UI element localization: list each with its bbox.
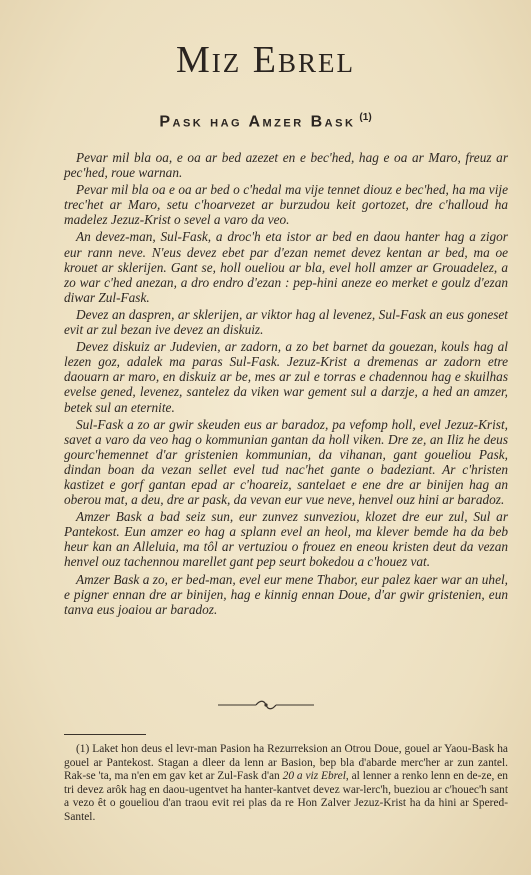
- footnote: [64, 743, 508, 825]
- paragraph: Pevar mil bla oa e oa ar bed o c'hedal ma vije tennet diouz e bec'hed, ha ma vije trec'het ar Maro, setu c'hoarvezet ar burzudou keit gortozet, dre c'halloud ha madelez Jezuz-Krist o sevel a varo da veo.: [64, 182, 508, 228]
- section-ornament: [216, 698, 316, 712]
- paragraph: Sul-Fask a zo ar gwir skeuden eus ar baradoz, pa vefomp holl, evel Jezuz-Krist, savet a varo da veo hag o kommunian gantan da holl viken. Dre ze, an Iliz he deus gourc'hemennet d'ar gristenien kommunian, da vihanan, gant goueliou Pask, dindan boan da vezan sellet evel tud nac'het gante o badeziant. Ar c'hristen kastizet e gorf gantan epad ar c'hoareiz, santelaet e ene dre ar binijen hag an oberou mat, a deu, dre ar pask, da vevan eur vue neve, henvel ouz hini ar baradoz.: [64, 416, 508, 508]
- paragraph: Amzer Bask a zo, er bed-man, evel eur mene Thabor, eur palez kaer war an uhel, e pigner ennan dre ar binijen, hag e kinnig ennan Doue, d'ar gwir gristenien, eun tanva eus joaiou ar baradoz.: [64, 571, 508, 617]
- paragraph: Devez diskuiz ar Judevien, ar zadorn, a zo bet barnet da gouezan, kouls hag al lezen goz, adalek ma paras Sul-Fask. Jezuz-Krist a dremenas ar zadorn etre daouarn ar maro, en diskuiz ar be, mes ar zul e torras e chadennou hag e skuilhas evelse gened, levenez, santelez da viken war gement sul a darzje, a hed an amzer, betek sul an eternite.: [64, 339, 508, 415]
- footnote-text: Laket hon deus el levr-man Pasion ha Rezurreksion an Otrou Doue, gouel ar Yaou-Bask ha gouel ar Pantekost. Stagan a dleer da lenn ar Basion, bep bla d'abarde merc'her ar zun zantel. Rak-se 'ta, ma n'en em gav ket ar Zul-Fask d'an: [64, 743, 508, 783]
- paragraph: An devez-man, Sul-Fask, a droc'h eta istor ar bed en daou hanter hag a zigor eur rann neve. N'eus devez ebet par d'ezan nemet devez kentan ar bed, ma oe krouet ar sklerijen. Gant se, holl oueliou ar bla, evel holl amzer ar Grouadelez, a zo war c'hed anezan, a dro endro d'ezan : pep-hini aneze eo merket e goulz d'ezan diwar Zul-Fask.: [64, 229, 508, 305]
- paragraph: Amzer Bask a bad seiz sun, eur zunvez sunveziou, klozet dre eur zul, Sul ar Pantekost. Eun amzer eo hag a splann evel an heol, ma klever bemde ha da beb heur kan an Alleluia, ma tôl ar vertuziou o frouez en eneou kristen deut da vezan henvel ouz tachennou marellet gant pep seurt bokedou a c'houez vat.: [64, 509, 508, 570]
- section-title: [0, 112, 531, 131]
- footnote-date: 20 a viz Ebrel: [282, 770, 346, 783]
- month-title: Miz Ebrel: [176, 39, 355, 81]
- body-text: [64, 150, 508, 619]
- section-title-text: Pask hag Amzer Bask: [159, 113, 356, 131]
- footnote-paragraph: [64, 743, 508, 825]
- footnote-text-continued: , al lenner a renko lenn en de-ze, en tri devez arôk hag en daou-ugentvet ha hanter-kantvet devez war-lerc'h, bueziou ar c'houec'h sant a vezo êt o goueliou d'an traou evit rei plas da re Hon Zalver Jezuz-Krist ha da hini ar Spered-Santel.: [64, 770, 508, 823]
- footnote-reference: (1): [359, 112, 372, 123]
- paragraph: Pevar mil bla oa, e oa ar bed azezet en e bec'hed, hag e oa ar Maro, freuz ar pec'hed, roue warnan.: [64, 150, 508, 181]
- footnote-marker: (1): [76, 743, 90, 755]
- paragraph: Devez an daspren, ar sklerijen, ar viktor hag al levenez, Sul-Fask an eus goneset evit ar zul bezan ive devez an diskuiz.: [64, 306, 508, 338]
- footnote-divider: [64, 734, 146, 735]
